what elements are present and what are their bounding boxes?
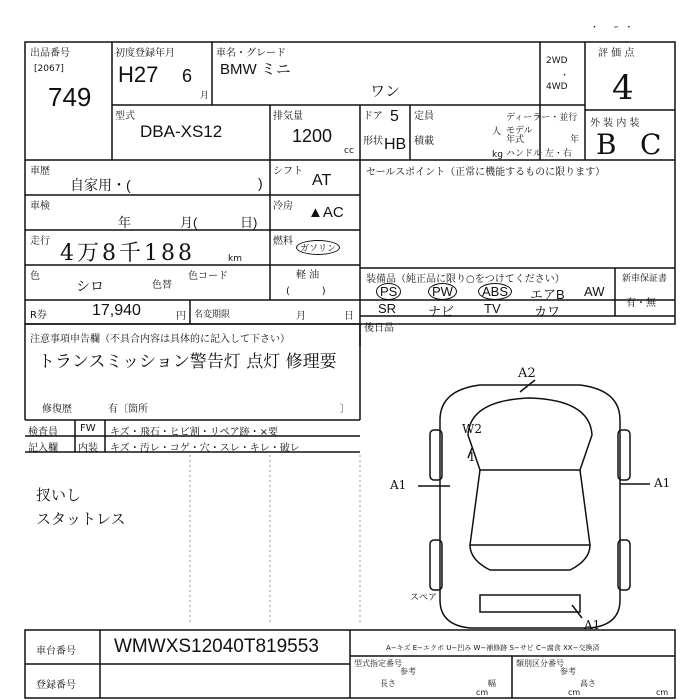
- inspection-year: 年: [118, 215, 132, 230]
- recycle-label: R券: [30, 310, 47, 321]
- mileage-value: 4万8千188: [60, 241, 195, 266]
- history-close: ): [258, 175, 263, 191]
- doors-label: ドア: [363, 111, 383, 122]
- mileage-unit: km: [228, 254, 242, 264]
- fuel-other: ( ): [286, 286, 326, 297]
- displacement-value: 1200: [292, 126, 333, 146]
- equip-leather: カワ: [534, 304, 561, 319]
- drive-separator: ・: [560, 71, 570, 81]
- after-days-label: 後日品: [364, 323, 394, 334]
- type-spec-label: 型式指定番号: [354, 659, 402, 668]
- mileage-label: 走行: [30, 236, 50, 247]
- header-marks: ・ ｰ・: [590, 23, 640, 33]
- equip-airbag: エアB: [530, 287, 565, 302]
- equip-sr: SR: [378, 301, 397, 316]
- diagram-spare: スペア: [410, 593, 438, 603]
- diagram-mark-1: 1: [468, 450, 476, 464]
- handwritten-note-2: スタットレス: [36, 510, 126, 528]
- size-height-label: 高さ: [580, 679, 596, 688]
- aircon-value: [308, 204, 344, 221]
- equipment-label: 装備品（純正品に限り○をつけてください）: [366, 274, 565, 285]
- reg-expiry-day: 日: [344, 311, 354, 322]
- score-value: 4: [612, 68, 634, 108]
- inspector-interior: 内装: [78, 443, 98, 454]
- notes-text: トランスミッション警告灯 点灯 修理要: [38, 352, 337, 372]
- load-unit: kg: [492, 150, 503, 160]
- repair-value: 有〔箇所: [108, 404, 148, 415]
- diagram-w2: W2: [462, 422, 482, 436]
- class-code-label: 類別区分番号: [516, 659, 564, 668]
- shift-value: AT: [312, 172, 332, 189]
- drive-4wd: 4WD: [546, 82, 568, 92]
- displacement-label: 排気量: [273, 111, 303, 122]
- equip-navi: ナビ: [428, 304, 455, 319]
- reg-expiry-month: 月: [296, 311, 306, 322]
- inspection-month: 月(: [180, 215, 198, 230]
- first-reg-month: 6: [182, 66, 193, 86]
- class-code-sub: 参考: [560, 667, 576, 676]
- car-name-value: BMW ミニ: [220, 61, 291, 78]
- drive-2wd: 2WD: [546, 56, 568, 66]
- inspector-label-1: 検査員: [28, 427, 58, 438]
- notes-label: 注意事項申告欄（不具合内容は具体的に記入して下さい）: [30, 334, 290, 345]
- new-warranty-value: 有・無: [626, 298, 656, 309]
- capacity-label: 定員: [414, 111, 434, 122]
- history-label: 車歴: [30, 166, 50, 177]
- equip-abs: [478, 284, 512, 299]
- fuel-label: 燃料: [273, 236, 293, 247]
- diagram-a1-right: A1: [654, 476, 671, 490]
- shift-label: シフト: [273, 166, 303, 177]
- model-label: 型式: [115, 111, 135, 122]
- aircon-marker-icon: ▲: [308, 204, 323, 221]
- model-value: DBA-XS12: [140, 122, 223, 141]
- lot-number: 749: [48, 82, 92, 112]
- size-length-unit: cm: [476, 688, 489, 697]
- chassis-value: WMWXS12040T819553: [114, 636, 319, 657]
- equip-pw: [428, 284, 457, 299]
- dealer-year-unit: 年: [570, 135, 580, 145]
- color-label: 色: [30, 271, 40, 282]
- repair-close: 〕: [340, 404, 350, 415]
- lot-code: [2067]: [34, 64, 64, 74]
- displacement-unit: cc: [344, 146, 354, 156]
- dealer-model: モデル: [506, 126, 533, 136]
- equip-abs-text: ABS: [478, 283, 512, 300]
- registration-label: 登録番号: [36, 680, 76, 691]
- inspection-label: 車検: [30, 201, 50, 212]
- inspection-day: 日): [240, 215, 258, 230]
- inspector-interior-items: キズ・汚レ・コゲ・穴・スレ・キレ・破レ: [110, 443, 300, 454]
- first-reg-label: 初度登録年月: [115, 48, 175, 59]
- inspector-fw-items: キズ・飛石・ヒビ割・リペア跡・×要: [110, 427, 278, 438]
- color-change-label: 色替: [152, 280, 172, 291]
- grades-label: 外 装 内 装: [590, 118, 640, 129]
- size-length-label: 長さ: [380, 679, 396, 688]
- dealer-handle: ハンドル 左・右: [506, 149, 572, 159]
- recycle-unit: 円: [176, 311, 186, 322]
- equip-ps: [376, 284, 401, 299]
- equip-pw-text: PW: [428, 283, 457, 300]
- first-reg-year: H27: [118, 62, 159, 87]
- size-width-unit: cm: [568, 688, 581, 697]
- size-width-label: 幅: [488, 679, 496, 688]
- diagram-a1-left: A1: [390, 478, 407, 492]
- new-warranty-label: 新車保証書: [622, 274, 668, 284]
- type-spec-sub: 参考: [400, 667, 416, 676]
- dealer-year: 年式: [506, 135, 525, 145]
- sales-point-label: セールスポイント（正常に機能するものに限ります）: [366, 167, 606, 178]
- body-type-value: HB: [384, 136, 407, 153]
- doors-value: 5: [390, 108, 399, 125]
- size-height-unit: cm: [656, 688, 669, 697]
- body-type-label: 形状: [363, 136, 383, 147]
- dealer-line1: ディーラー・並行: [506, 113, 578, 123]
- equip-tv: TV: [484, 301, 501, 316]
- car-name-label: 車名・グレード: [216, 48, 286, 59]
- lot-label: 出品番号: [30, 48, 70, 59]
- diagram-a1-bottom: A1: [584, 618, 601, 632]
- damage-legend: A−キズ E−エクボ U−凹み W−補修跡 S−サビ C−腐食 XX−交換済: [386, 644, 600, 652]
- diagram-a2: A2: [518, 366, 536, 381]
- first-reg-month-unit: 月: [200, 91, 210, 101]
- load-label: 積載: [414, 136, 434, 147]
- handwritten-note-1: 扠いし: [36, 486, 82, 504]
- fuel-diesel: 軽 油: [296, 270, 320, 281]
- color-value: シロ: [76, 278, 104, 294]
- capacity-unit: 人: [492, 127, 502, 137]
- history-value: 自家用・(: [70, 177, 131, 193]
- grade-interior: C: [640, 128, 662, 161]
- chassis-label: 車台番号: [36, 646, 76, 657]
- repair-label: 修復歴: [42, 404, 72, 415]
- car-grade-value: ワン: [370, 83, 401, 100]
- inspector-label-2: 記入欄: [28, 443, 58, 454]
- score-label: 評 価 点: [598, 48, 635, 59]
- aircon-label: 冷房: [273, 201, 293, 212]
- color-code-label: 色コード: [188, 271, 228, 282]
- grade-exterior: B: [596, 128, 617, 161]
- equip-aw: AW: [584, 284, 605, 299]
- aircon-value-text: AC: [322, 204, 344, 221]
- recycle-value: 17,940: [92, 302, 141, 319]
- fuel-gasoline: ガソリン: [296, 240, 340, 255]
- equip-ps-text: PS: [376, 283, 401, 300]
- reg-expiry-label: 名変期限: [194, 310, 231, 320]
- inspector-fw: FW: [80, 423, 96, 434]
